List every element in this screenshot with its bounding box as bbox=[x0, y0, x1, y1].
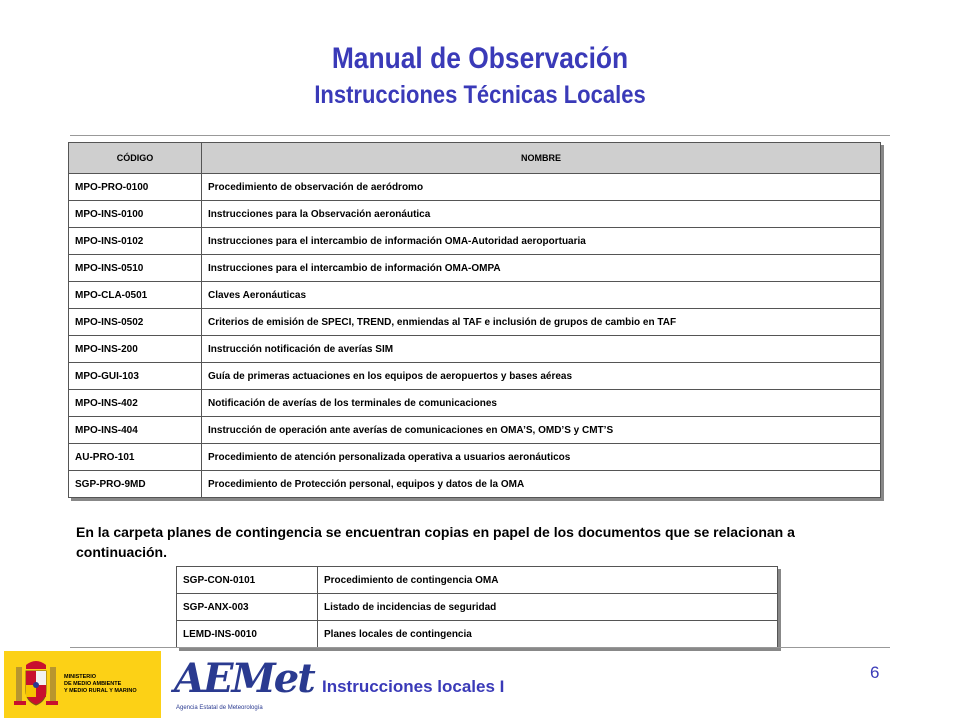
table-row bbox=[69, 336, 881, 363]
table-row bbox=[177, 621, 778, 648]
table-row bbox=[69, 471, 881, 498]
table-row bbox=[69, 417, 881, 444]
page-number: 6 bbox=[870, 663, 880, 682]
document-name: Planes locales de contingencia bbox=[318, 621, 778, 648]
table-row bbox=[177, 567, 778, 594]
document-code: MPO-INS-0502 bbox=[69, 309, 202, 336]
aemet-logo bbox=[170, 655, 314, 717]
document-name: Procedimiento de atención personalizada operativa a usuarios aeronáuticos bbox=[202, 444, 881, 471]
document-name: Instrucciones para el intercambio de información OMA-Autoridad aeroportuaria bbox=[202, 228, 881, 255]
document-code: SGP-ANX-003 bbox=[177, 594, 318, 621]
document-code: MPO-INS-200 bbox=[69, 336, 202, 363]
table-row bbox=[69, 255, 881, 282]
document-name: Instrucciones para la Observación aeronáutica bbox=[202, 201, 881, 228]
document-code: SGP-PRO-9MD bbox=[69, 471, 202, 498]
page-subtitle: Instrucciones Técnicas Locales bbox=[314, 81, 646, 109]
aemet-subtitle: Agencia Estatal de Meteorología bbox=[176, 705, 263, 711]
bottom-divider bbox=[70, 647, 890, 648]
document-code: SGP-CON-0101 bbox=[177, 567, 318, 594]
table-row bbox=[69, 444, 881, 471]
table-row bbox=[177, 594, 778, 621]
document-name: Procedimiento de contingencia OMA bbox=[318, 567, 778, 594]
document-code: MPO-PRO-0100 bbox=[69, 174, 202, 201]
document-code: MPO-INS-0510 bbox=[69, 255, 202, 282]
table-row bbox=[69, 228, 881, 255]
document-code: MPO-INS-402 bbox=[69, 390, 202, 417]
document-name: Procedimiento de Protección personal, equipos y datos de la OMA bbox=[202, 471, 881, 498]
top-divider bbox=[70, 135, 890, 136]
document-name: Listado de incidencias de seguridad bbox=[318, 594, 778, 621]
table-row bbox=[69, 390, 881, 417]
document-name: Claves Aeronáuticas bbox=[202, 282, 881, 309]
document-name: Procedimiento de observación de aeródromo bbox=[202, 174, 881, 201]
document-name: Instrucción de operación ante averías de comunicaciones en OMA’S, OMD’S y CMT’S bbox=[202, 417, 881, 444]
document-code: MPO-INS-404 bbox=[69, 417, 202, 444]
table-row bbox=[69, 363, 881, 390]
table-row bbox=[69, 201, 881, 228]
coat-of-arms-icon bbox=[12, 657, 60, 713]
document-code: MPO-INS-0102 bbox=[69, 228, 202, 255]
document-code: MPO-GUI-103 bbox=[69, 363, 202, 390]
documents-table bbox=[68, 142, 881, 498]
title-block bbox=[0, 42, 960, 110]
ministerio-text: MINISTERIO DE MEDIO AMBIENTE Y MEDIO RURAL Y MARINO bbox=[64, 674, 137, 694]
document-code: MPO-CLA-0501 bbox=[69, 282, 202, 309]
table-row bbox=[69, 309, 881, 336]
document-name: Instrucción notificación de averías SIM bbox=[202, 336, 881, 363]
table-row bbox=[69, 282, 881, 309]
document-name: Notificación de averías de los terminales de comunicaciones bbox=[202, 390, 881, 417]
document-name: Criterios de emisión de SPECI, TREND, enmiendas al TAF e inclusión de grupos de cambio en TAF bbox=[202, 309, 881, 336]
document-name: Guía de primeras actuaciones en los equipos de aeropuertos y bases aéreas bbox=[202, 363, 881, 390]
page-title: Manual de Observación bbox=[331, 42, 629, 75]
ministerio-logo bbox=[4, 651, 161, 718]
document-code: LEMD-INS-0010 bbox=[177, 621, 318, 648]
table-header-row bbox=[69, 143, 881, 174]
table-row bbox=[69, 174, 881, 201]
footer-title: Instrucciones locales I bbox=[322, 677, 505, 696]
aemet-wordmark: AEMet bbox=[174, 655, 314, 702]
column-header-name: NOMBRE bbox=[202, 143, 881, 174]
column-header-code: CÓDIGO bbox=[69, 143, 202, 174]
contingency-paragraph: En la carpeta planes de contingencia se encuentran copias en papel de los documentos que se relacionan a continuación. bbox=[76, 524, 795, 560]
document-name: Instrucciones para el intercambio de información OMA-OMPA bbox=[202, 255, 881, 282]
document-code: MPO-INS-0100 bbox=[69, 201, 202, 228]
document-code: AU-PRO-101 bbox=[69, 444, 202, 471]
contingency-table bbox=[176, 566, 778, 648]
